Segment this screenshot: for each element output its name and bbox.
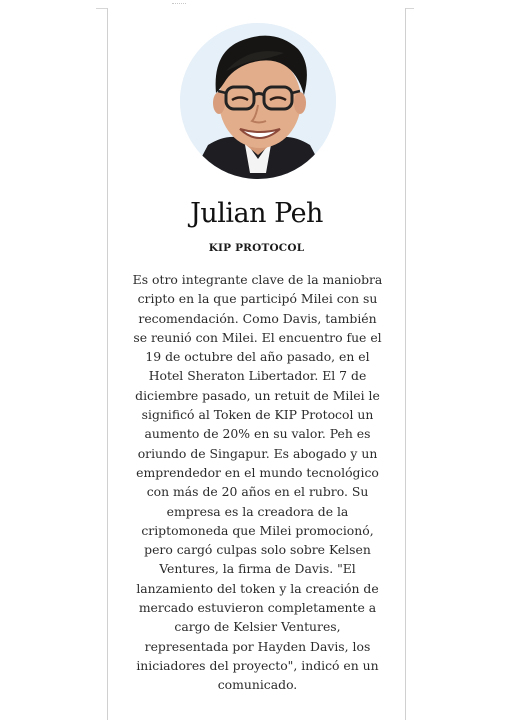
bio-line: cargo de Kelsier Ventures,: [174, 619, 341, 635]
bio-line: comunicado.: [217, 677, 298, 693]
bio-line: emprendedor en el mundo tecnológico: [136, 464, 379, 480]
bio-line: diciembre pasado, un retuit de Milei le: [135, 387, 380, 403]
bio-line: iniciadores del proyecto", indicó en un: [136, 657, 379, 673]
bio-line: pero cargó culpas solo sobre Kelsen: [144, 542, 371, 558]
bio-line: aumento de 20% en su valor. Peh es: [144, 426, 371, 442]
bio-paragraph: [124, 270, 391, 695]
bio-line: recomendación. Como Davis, también: [138, 310, 377, 326]
organization-label: KIP PROTOCOL: [208, 242, 305, 254]
profile-card: [107, 8, 406, 720]
bio-line: significó al Token de KIP Protocol un: [141, 407, 374, 423]
bio-line: 19 de octubre del año pasado, en el: [145, 349, 370, 365]
avatar: [180, 23, 336, 179]
bio-line: se reunió con Milei. El encuentro fue el: [133, 329, 382, 345]
bio-line: Es otro integrante clave de la maniobra: [132, 272, 383, 287]
top-edge-mark: [172, 0, 186, 4]
portrait-photo: [180, 23, 336, 179]
person-name: Julian Peh: [190, 198, 323, 229]
bio-line: mercado estuvieron completamente a: [138, 600, 377, 616]
bio-line: empresa es la creadora de la: [166, 503, 349, 519]
bio-line: Hotel Sheraton Libertador. El 7 de: [148, 368, 367, 384]
bio-line: representada por Hayden Davis, los: [144, 638, 371, 654]
bio-line: oriundo de Singapur. Es abogado y un: [137, 445, 378, 461]
bio-line: criptomoneda que Milei promocionó,: [141, 522, 374, 538]
bio-line: Ventures, la firma de Davis. "El: [159, 561, 356, 577]
bio-line: cripto en la que participó Milei con su: [137, 291, 378, 307]
bio-line: con más de 20 años en el rubro. Su: [146, 484, 369, 500]
bio-line: lanzamiento del token y la creación de: [136, 580, 379, 596]
